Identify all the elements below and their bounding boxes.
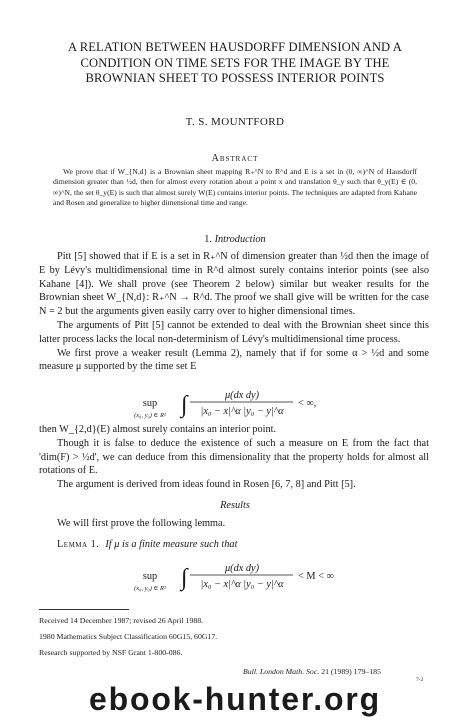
paragraph-2: The arguments of Pitt [5] cannot be extended to deal with the Brownian sheet since this latter process lacks the local non-determinism of Lévy's multidimensional time process. xyxy=(39,319,429,345)
footnote-classification: 1980 Mathematics Subject Classification 60G15, 60G17. xyxy=(39,632,218,641)
eq1-numerator: μ(dx dy) xyxy=(224,390,260,401)
abstract-heading: Abstract xyxy=(211,153,259,164)
section-number: 1. xyxy=(204,234,213,245)
eq1-integral-sign: ∫ xyxy=(181,392,188,418)
journal-ref: 21 (1989) 179–185 xyxy=(321,667,381,676)
results-intro-text: We will first prove the following lemma. xyxy=(57,518,226,529)
eq1-denominator: |x₀ − x|^α |y₀ − y|^α xyxy=(200,406,284,417)
footnote-support: Research supported by NSF Grant 1-800-086. xyxy=(39,648,183,657)
post-equation-text xyxy=(39,423,429,492)
eq2-sup: sup xyxy=(142,571,158,582)
eq2-integral-sign: ∫ xyxy=(181,565,188,591)
abstract-body xyxy=(53,167,417,208)
eq1-sub: (x₀, y₀) ∈ R² xyxy=(134,412,166,419)
title-line-3: BROWNIAN SHEET TO POSSESS INTERIOR POINTS xyxy=(85,71,385,85)
lemma-label: Lemma 1. xyxy=(57,539,100,550)
title-line-1: A RELATION BETWEEN HAUSDORFF DIMENSION AND A xyxy=(68,40,402,54)
lemma-text: If μ is a finite measure such that xyxy=(105,539,238,550)
paragraph-5: Though it is false to deduce the existence of such a measure on E from the fact that 'dim(F) > ½d', we can deduce from this dimensionality that the property holds for almost all rotations of E. xyxy=(39,437,429,477)
page-mark: 7-2 xyxy=(416,677,424,683)
equation-2 xyxy=(0,558,470,598)
footnote-rule xyxy=(39,609,129,610)
section-heading xyxy=(0,234,470,245)
title-line-2: CONDITION ON TIME SETS FOR THE IMAGE BY THE xyxy=(80,55,390,70)
eq1-sup: sup xyxy=(142,398,158,409)
intro-text xyxy=(39,250,429,374)
paragraph-4: then W_{2,d}(E) almost surely contains an interior point. xyxy=(39,424,277,435)
lemma-1 xyxy=(57,539,237,550)
eq1-tail: < ∞, xyxy=(298,398,317,409)
eq2-numerator: μ(dx dy) xyxy=(224,563,260,574)
eq2-denominator: |x₀ − x|^α |y₀ − y|^α xyxy=(200,579,284,590)
journal-citation xyxy=(243,667,381,676)
paragraph-1: Pitt [5] showed that if E is a set in R₊^N of dimension greater than ½d then the image of E by Lévy's multidimensional time in R^d almost surely contains interior points (see also Kahane [4]). We shall prove (see Theorem 2 below) similar but weaker results for the Brownian sheet W_{N,d}: R₊^N → R^d. The proof we shall give will be written for the case N = 2 but the arguments given easily carry over to higher dimensional times. xyxy=(39,251,429,318)
journal-name: Bull. London Math. Soc. xyxy=(243,667,320,676)
watermark-logo: ebook-hunter.org xyxy=(89,681,381,717)
author-name: T. S. MOUNTFORD xyxy=(185,116,285,128)
paper-title xyxy=(30,40,440,87)
equation-1 xyxy=(0,385,470,425)
eq2-tail: < M < ∞ xyxy=(298,571,334,582)
paragraph-6: The argument is derived from ideas found in Rosen [6, 7, 8] and Pitt [5]. xyxy=(57,479,356,491)
abstract-text: We prove that if W_{N,d} is a Brownian sheet mapping R₊^N to R^d and E is a set in (0, ∞)^N of Hausdorff dimension greater than ½d, then for almost every rotation about a point x and translation θ_y such that θ_y(E) ∈ (0, ∞)^N, the set θ_y(E) is such that almost surely W(E) contains interior points. The techniques are adapted from Kahane and Rosen and generalize to higher dimensional time and range. xyxy=(53,167,417,207)
footnote-received: Received 14 December 1987; revised 26 April 1988. xyxy=(39,616,204,625)
results-heading: Results xyxy=(220,500,250,511)
paragraph-3: We first prove a weaker result (Lemma 2), namely that if for some α > ½d and some measure μ supported by the time set E xyxy=(39,347,429,373)
eq2-sub: (x₀, y₀) ∈ R² xyxy=(134,585,166,592)
section-title: Introduction xyxy=(214,234,266,245)
results-intro xyxy=(39,517,429,531)
